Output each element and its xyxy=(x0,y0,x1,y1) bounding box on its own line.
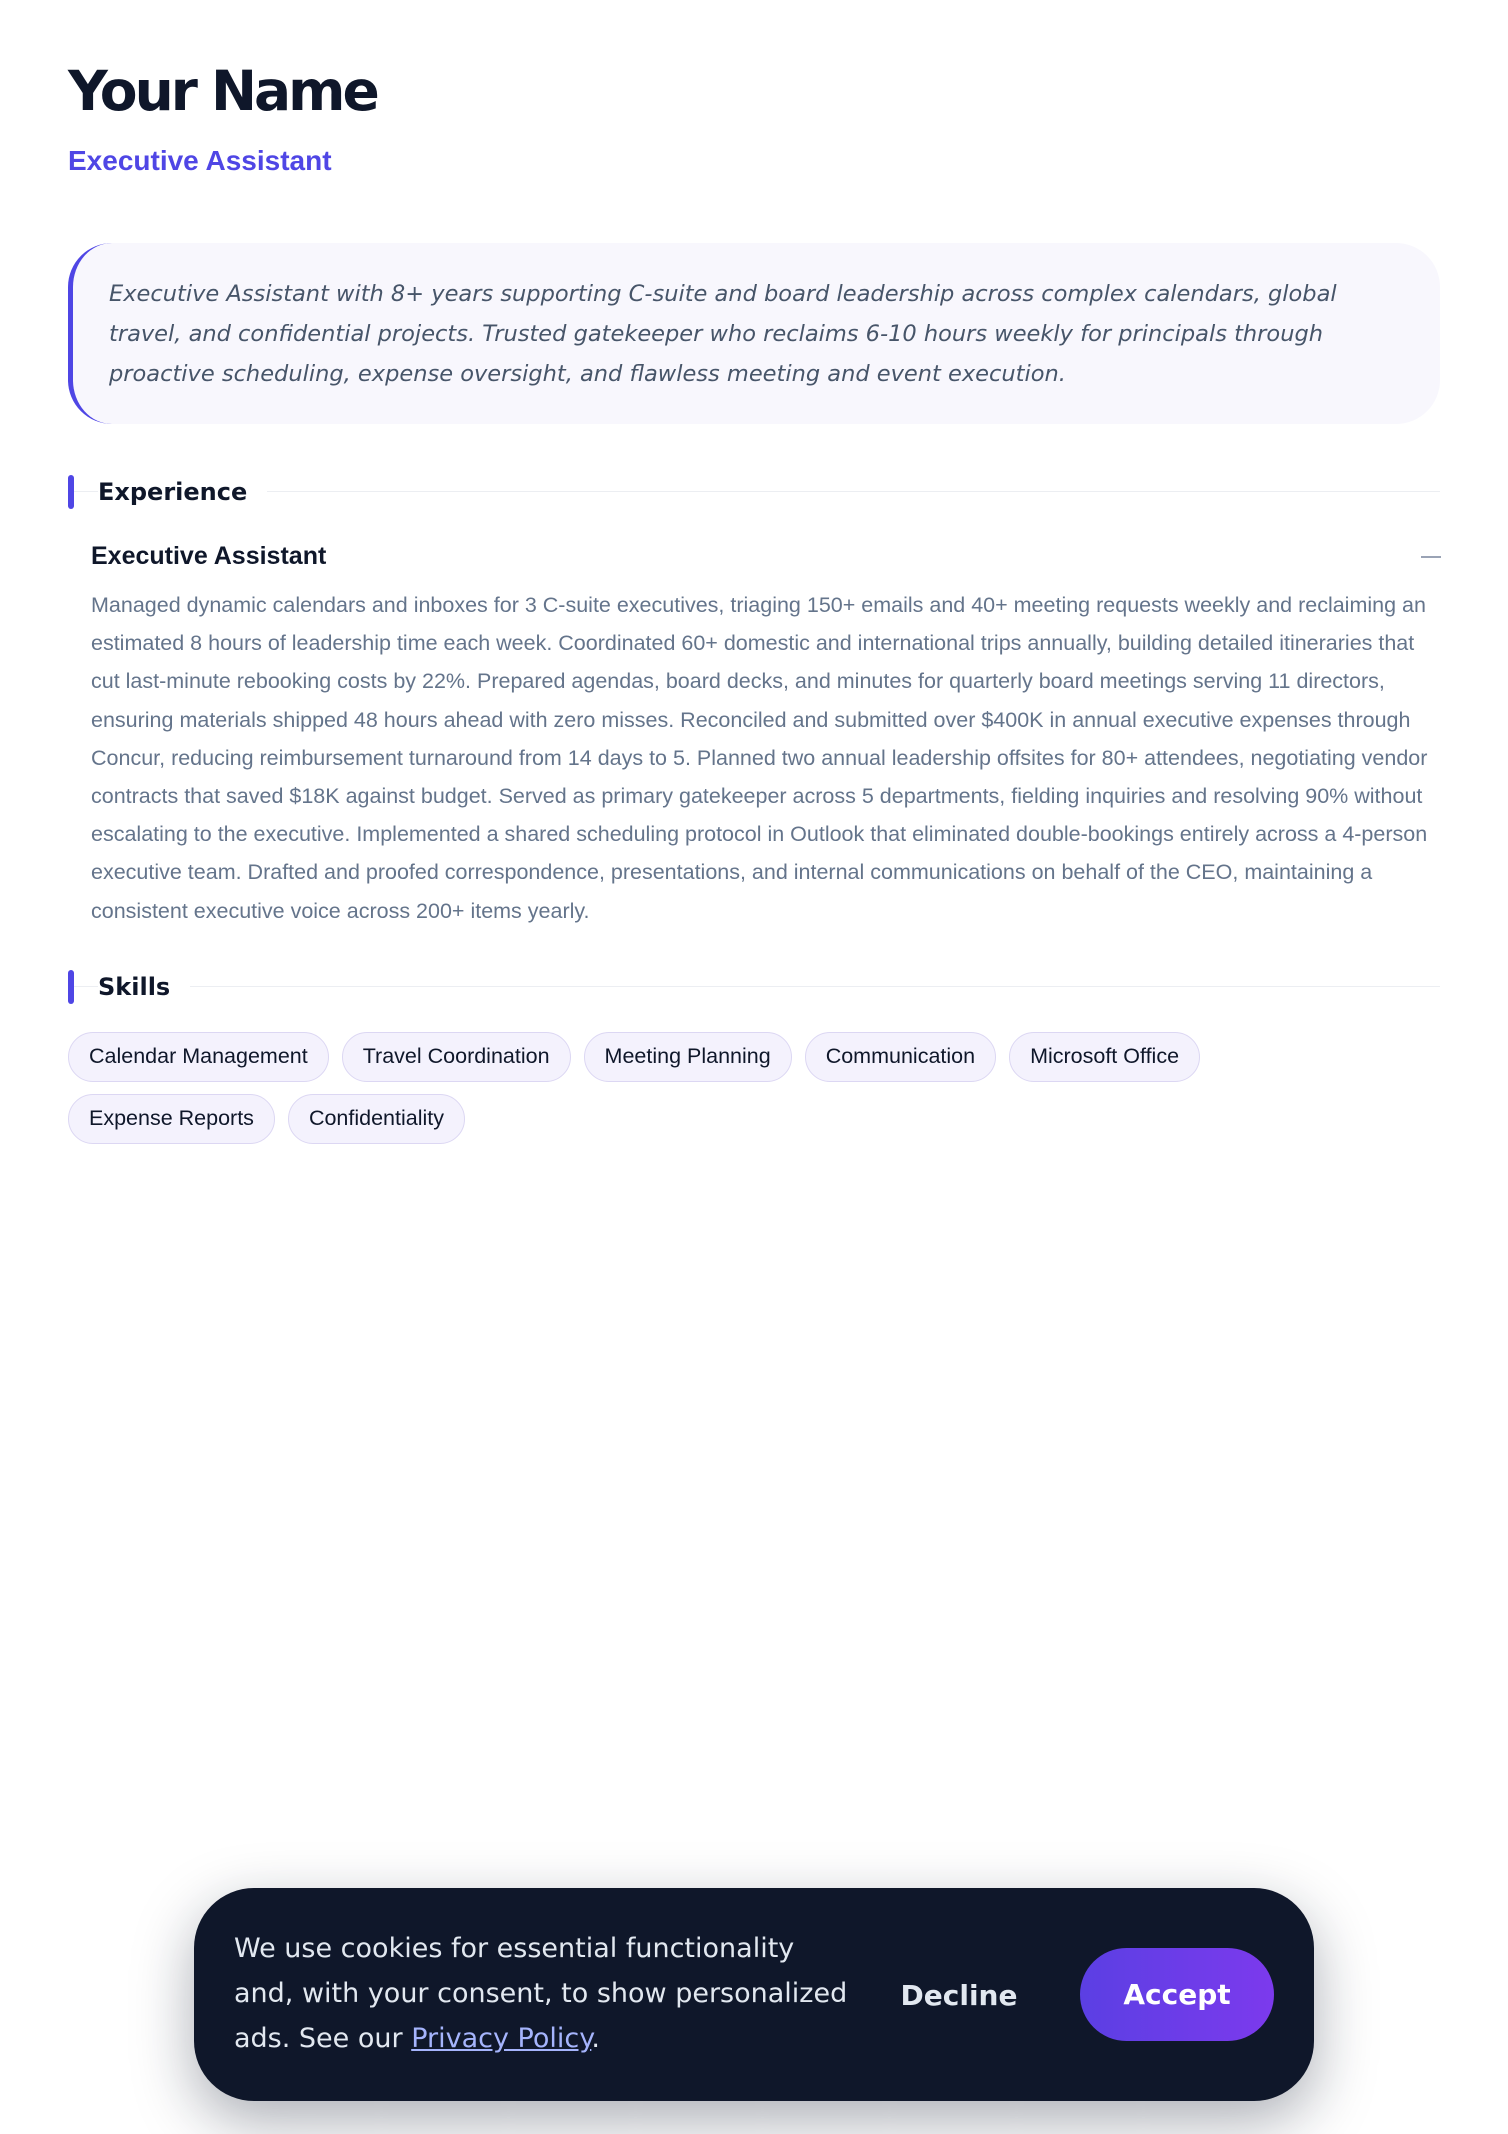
resume-header xyxy=(68,58,377,178)
cookie-message-text: We use cookies for essential functionality and, with your consent, to show personalized ads. See our xyxy=(234,1933,848,2054)
job-description: Managed dynamic calendars and inboxes for 3 C-suite executives, triaging 150+ emails and 40+ meeting requests weekly and reclaiming an estimated 8 hours of leadership time each week. Coordinated 60+ domestic and international trips annually, building detailed itineraries that cut last-minute rebooking costs by 22%. Prepared agendas, board decks, and minutes for quarterly board meetings serving 11 directors, ensuring materials shipped 48 hours ahead with zero misses. Reconciled and submitted over $400K in annual executive expenses through Concur, reducing reimbursement turnaround from 14 days to 5. Planned two annual leadership offsites for 80+ attendees, negotiating vendor contracts that saved $18K against budget. Served as primary gatekeeper across 5 departments, fielding inquiries and resolving 90% without escalating to the executive. Implemented a shared scheduling protocol in Outlook that eliminated double-bookings entirely across a 4-person executive team. Drafted and proofed correspondence, presentations, and internal communications on behalf of the CEO, maintaining a consistent executive voice across 200+ items yearly. xyxy=(91,593,1428,923)
section-divider xyxy=(68,986,1440,987)
skills-section-header xyxy=(68,970,1440,1004)
privacy-policy-link[interactable]: Privacy Policy xyxy=(411,2023,592,2054)
skill-chip: Travel Coordination xyxy=(342,1032,571,1082)
experience-entry xyxy=(91,540,1441,930)
section-accent-bar xyxy=(68,970,74,1004)
skills-list xyxy=(68,1032,1368,1144)
experience-heading: Experience xyxy=(98,477,267,507)
skill-chip: Meeting Planning xyxy=(584,1032,792,1082)
skill-chip: Confidentiality xyxy=(288,1094,465,1144)
skill-chip: Microsoft Office xyxy=(1009,1032,1200,1082)
cookie-message-end: . xyxy=(591,2023,600,2054)
candidate-name: Your Name xyxy=(68,59,377,123)
decline-button[interactable]: Decline xyxy=(884,1958,1034,2032)
skills-heading: Skills xyxy=(98,972,190,1002)
candidate-role: Executive Assistant xyxy=(68,145,332,176)
cookie-message xyxy=(234,1926,854,2061)
section-divider xyxy=(68,491,1440,492)
accept-button[interactable]: Accept xyxy=(1080,1948,1274,2041)
cookie-consent-banner xyxy=(194,1888,1314,2101)
summary-callout xyxy=(68,243,1440,424)
section-accent-bar xyxy=(68,475,74,509)
summary-text: Executive Assistant with 8+ years supporting C-suite and board leadership across complex calendars, global travel, and confidential projects. Trusted gatekeeper who reclaims 6-10 hours weekly for principals through proactive scheduling, expense oversight, and flawless meeting and event execution. xyxy=(109,281,1337,387)
job-title: Executive Assistant xyxy=(91,542,327,570)
skill-chip: Calendar Management xyxy=(68,1032,329,1082)
collapse-icon[interactable] xyxy=(1421,556,1441,558)
experience-section-header xyxy=(68,475,1440,509)
skill-chip: Expense Reports xyxy=(68,1094,275,1144)
skill-chip: Communication xyxy=(805,1032,996,1082)
